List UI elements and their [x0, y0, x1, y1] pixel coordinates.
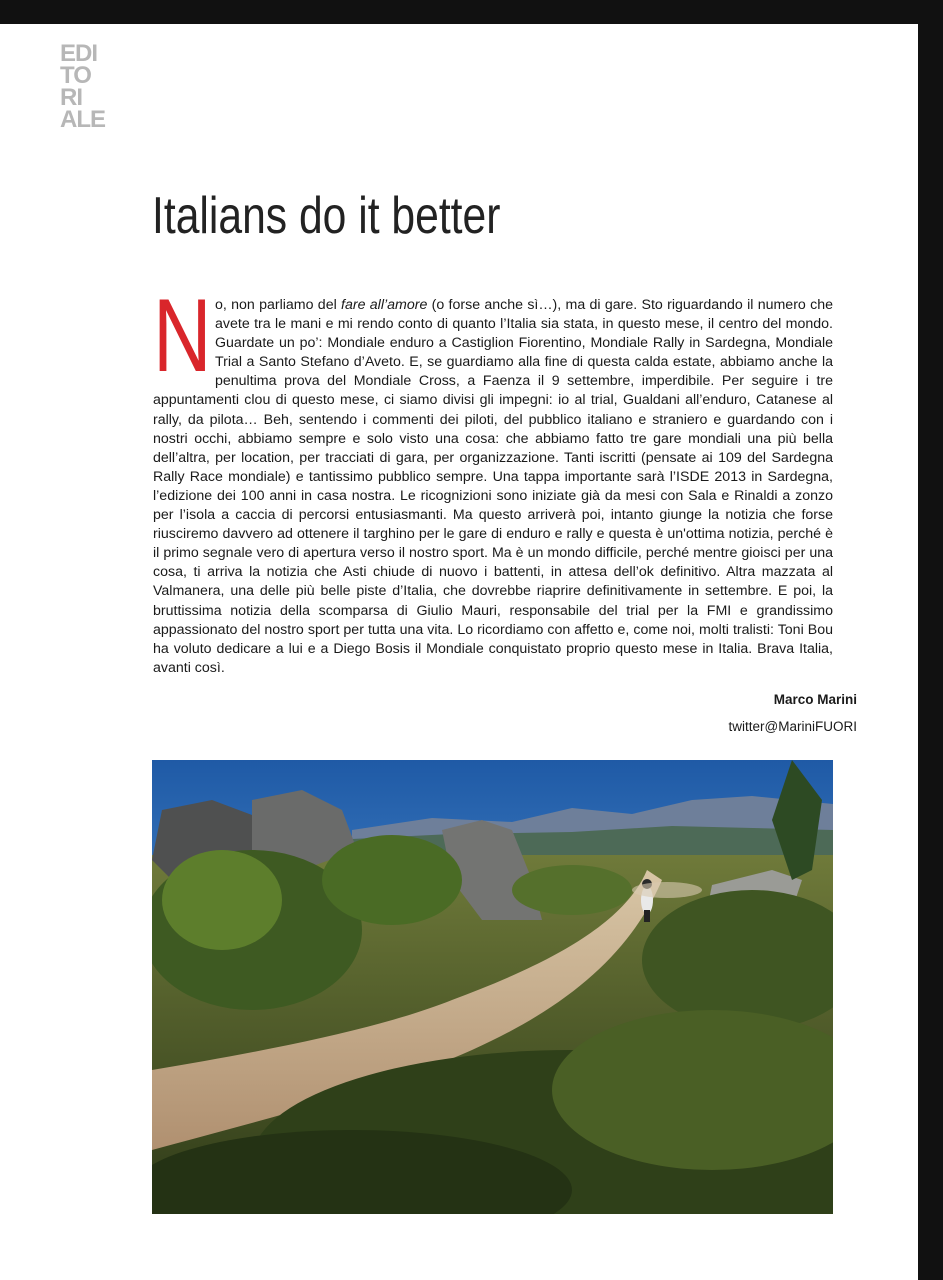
dropcap-letter: N: [153, 278, 212, 394]
article-title: Italians do it better: [152, 187, 501, 245]
intro-text: o, non parliamo del: [215, 297, 342, 313]
rally-photo-illustration: [152, 760, 833, 1214]
top-border: [0, 0, 943, 24]
section-label-line: ALE: [60, 106, 105, 133]
section-label-line: RI: [60, 84, 82, 111]
intro-emphasis: fare all’amore: [341, 297, 428, 313]
article-body: [153, 278, 833, 678]
section-label-editoriale: [60, 40, 160, 133]
author-twitter: twitter@MariniFUORI: [728, 719, 857, 734]
rally-photo: [152, 760, 833, 1214]
body-text: (o forse anche sì…), ma di gare. Sto riguardando il numero che avete tra le mani e mi rendo conto di quanto l’Italia sia stata, in questo mese, il centro del mondo. Guardate un po’: Mondiale enduro a Castiglion Fiorentino, Mondiale Rally in Sardegna, Mondiale Trial a Santo Stefano d’Aveto. E, se guardiamo alla fine di questa calda estate, abbiamo anche la penultima prova del Mondiale Cross, a Faenza il 9 settembre, imperdibile. Per seguire i tre appuntamenti clou di questo mese, ci siamo divisi gli impegni: io al trial, Gualdani all’enduro, Catanese al rally, da pilota… Beh, sentendo i commenti dei piloti, del pubblico italiano e straniero e guardando con i nostri occhi, abbiamo sempre e solo visto una cosa: che abbiamo fatto tre gare mondiali una più bella dell’altra, per location, per tracciati di gara, per organizzazione. Tanti iscritti (pensate ai 109 del Sardegna Rally Race mondiale) e tantissimo pubblico sempre. Una tappa importante sarà l’ISDE 2013 in Sardegna, l’edizione dei 100 anni in casa nostra. Le ricognizioni sono iniziate già da mesi con Sala e Rinaldi a zonzo per l’isola a caccia di percorsi entusiasmanti. Ma questo arriverà poi, intanto giunge la notizia che forse riusciremo davvero ad ottenere il targhino per le gare di enduro e rally e questa è un'ottima notizia, perché è il primo segnale vero di apertura verso il nostro sport. Ma è un mondo difficile, perché mentre gioisci per una cosa, ti arriva la notizia che Asti chiude di nuovo i battenti, in attesa dell’ok definitivo. Altra mazzata al Valmanera, una delle più belle piste d’Italia, che dovrebbe riaprire definitivamente in settembre. E poi, la bruttissima notizia della scomparsa di Giulio Mauri, responsabile del trial per la FMI e grandissimo appassionato del nostro sport per tutta una vita. Lo ricordiamo con affetto e, come noi, molti tralisti: Toni Bou ha voluto dedicare a lui e a Diego Bosis il Mondiale conquistato proprio questo mese in Italia. Brava Italia, avanti così.: [153, 297, 833, 676]
section-label-line: TO: [60, 62, 91, 89]
section-label-line: EDI: [60, 40, 98, 67]
right-border: [918, 0, 943, 1280]
author-name: Marco Marini: [773, 692, 857, 707]
